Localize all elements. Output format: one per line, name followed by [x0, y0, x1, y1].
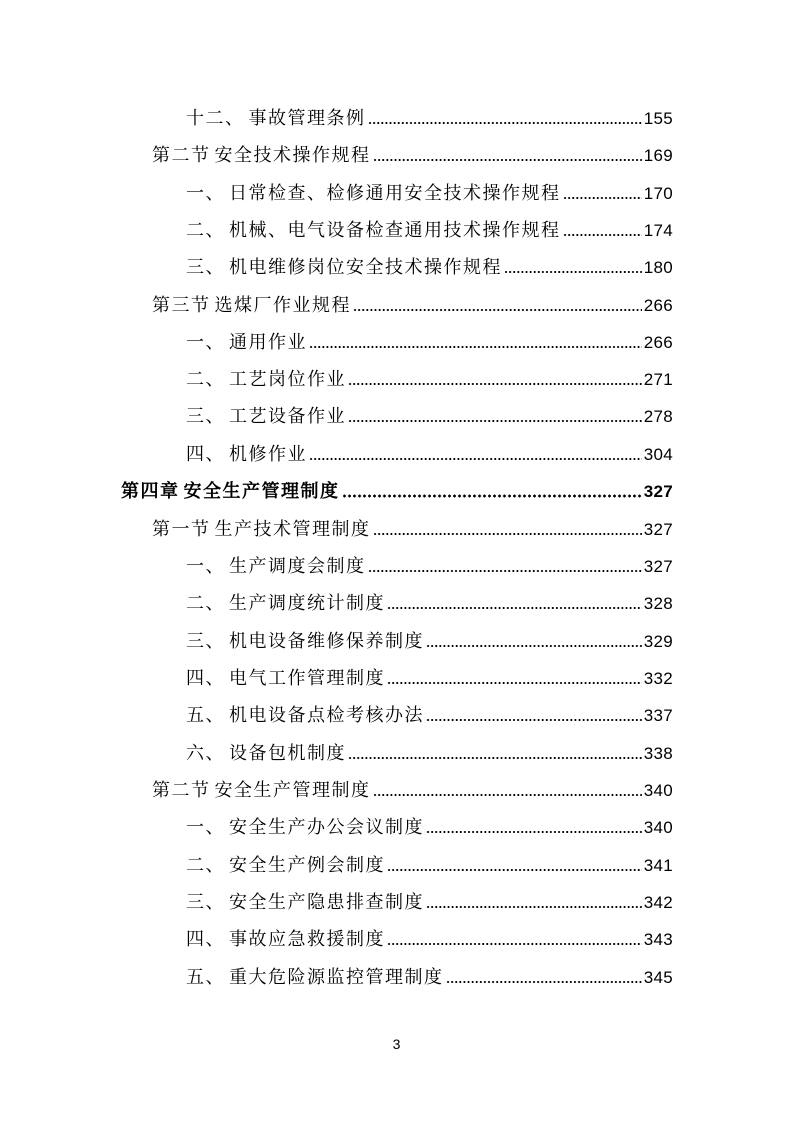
toc-entry-label: 事故管理条例: [248, 108, 366, 129]
toc-leader-dots: [563, 196, 642, 200]
toc-entry-title: [186, 665, 385, 693]
toc-entry[interactable]: [186, 665, 673, 693]
toc-entry-label: 电气工作管理制度: [229, 668, 385, 689]
toc-entry-number: 第三节: [152, 295, 211, 316]
toc-entry-number: 五、: [186, 705, 225, 726]
toc-entry[interactable]: [186, 180, 673, 208]
toc-leader-dots: [373, 532, 642, 536]
toc-entry-label: 机电设备维修保养制度: [229, 631, 424, 652]
toc-entry[interactable]: [186, 964, 673, 992]
toc-leader-dots: [387, 868, 642, 872]
toc-page-number: 338: [643, 744, 673, 763]
toc-page-number: 340: [643, 818, 673, 837]
toc-leader-dots: [348, 419, 642, 423]
toc-leader-dots: [342, 494, 642, 498]
toc-entry-label: 日常检查、检修通用安全技术操作规程: [229, 183, 561, 204]
toc-entry-number: 四、: [186, 444, 225, 465]
toc-entry-number: 二、: [186, 855, 225, 876]
toc-entry-title: [186, 329, 307, 357]
toc-entry-label: 通用作业: [229, 332, 307, 353]
toc-leader-dots: [446, 980, 642, 984]
toc-leader-dots: [309, 457, 642, 461]
toc-entry-label: 安全生产例会制度: [229, 855, 385, 876]
toc-entry-number: 四、: [186, 929, 225, 950]
toc-page-number: 340: [643, 781, 673, 800]
toc-page-number: 266: [643, 296, 673, 315]
toc-entry-label: 安全生产隐患排查制度: [229, 892, 424, 913]
toc-entry-label: 安全技术操作规程: [214, 145, 371, 166]
toc-page-number: 328: [643, 594, 673, 613]
toc-page-number: 170: [643, 184, 673, 203]
toc-entry-title: [186, 740, 346, 768]
toc-entry[interactable]: [152, 516, 673, 544]
toc-entry-title: [186, 366, 346, 394]
toc-entry-number: 十二、: [186, 108, 245, 129]
toc-entry-number: 二、: [186, 369, 225, 390]
toc-entry-title: [186, 889, 424, 917]
toc-page-number: 271: [643, 370, 673, 389]
toc-leader-dots: [426, 830, 642, 834]
toc-leader-dots: [387, 942, 642, 946]
toc-leader-dots: [387, 681, 642, 685]
toc-entry-number: 五、: [186, 967, 225, 988]
toc-page-number: 278: [643, 407, 673, 426]
toc-entry-number: 一、: [186, 183, 225, 204]
toc-entry-number: 第二节: [152, 780, 211, 801]
toc-leader-dots: [426, 718, 642, 722]
toc-entry-label: 工艺设备作业: [229, 406, 346, 427]
toc-entry[interactable]: [186, 217, 673, 245]
toc-entry[interactable]: [152, 777, 673, 805]
toc-entry-number: 三、: [186, 257, 225, 278]
toc-entry-title: [186, 590, 385, 618]
toc-entry-label: 安全生产管理制度: [183, 481, 340, 502]
toc-entry[interactable]: [186, 553, 673, 581]
page-number: 3: [392, 1036, 401, 1052]
toc-entry-number: 第四章: [121, 481, 180, 502]
toc-entry-title: [152, 516, 371, 544]
toc-entry-title: [186, 441, 307, 469]
toc-leader-dots: [353, 308, 642, 312]
toc-entry[interactable]: [152, 142, 673, 170]
toc-leader-dots: [373, 793, 642, 797]
toc-page-number: 180: [643, 258, 673, 277]
toc-page-number: 343: [643, 930, 673, 949]
toc-entry[interactable]: [186, 590, 673, 618]
toc-page-number: 342: [643, 893, 673, 912]
toc-entry-label: 生产调度统计制度: [229, 593, 385, 614]
toc-page-number: 329: [643, 632, 673, 651]
toc-entry-title: [186, 403, 346, 431]
toc-leader-dots: [348, 382, 642, 386]
toc-entry-label: 选煤厂作业规程: [214, 295, 351, 316]
toc-entry-number: 一、: [186, 332, 225, 353]
toc-entry-title: [186, 105, 366, 133]
toc-entry-label: 机电维修岗位安全技术操作规程: [229, 257, 502, 278]
toc-entry-label: 重大危险源监控管理制度: [229, 967, 444, 988]
toc-entry-title: [121, 478, 340, 506]
toc-entry-number: 二、: [186, 220, 225, 241]
toc-leader-dots: [426, 644, 642, 648]
toc-entry[interactable]: [186, 254, 673, 282]
toc-entry[interactable]: [186, 403, 673, 431]
toc-leader-dots: [373, 158, 642, 162]
toc-entry-number: 第一节: [152, 519, 211, 540]
toc-entry-label: 生产技术管理制度: [214, 519, 371, 540]
toc-page-number: 345: [643, 968, 673, 987]
toc-entry-number: 第二节: [152, 145, 211, 166]
toc-chapter-entry[interactable]: [121, 478, 673, 506]
toc-leader-dots: [309, 345, 642, 349]
toc-entry-number: 一、: [186, 817, 225, 838]
toc-entry[interactable]: [186, 628, 673, 656]
toc-entry-title: [186, 702, 424, 730]
toc-entry-number: 三、: [186, 631, 225, 652]
toc-entry[interactable]: [186, 889, 673, 917]
toc-entry-label: 机电设备点检考核办法: [229, 705, 424, 726]
toc-entry-title: [186, 628, 424, 656]
toc-entry[interactable]: [186, 366, 673, 394]
toc-entry-title: [186, 254, 502, 282]
toc-entry[interactable]: [186, 105, 673, 133]
toc-leader-dots: [426, 905, 642, 909]
toc-leader-dots: [368, 569, 642, 573]
toc-entry-title: [152, 292, 351, 320]
toc-entry-label: 生产调度会制度: [229, 556, 366, 577]
toc-page-number: 155: [643, 109, 673, 128]
toc-entry-label: 设备包机制度: [229, 743, 346, 764]
toc-leader-dots: [387, 606, 642, 610]
toc-entry-title: [152, 142, 371, 170]
toc-entry[interactable]: [186, 926, 673, 954]
toc-entry-label: 工艺岗位作业: [229, 369, 346, 390]
toc-entry-title: [186, 926, 385, 954]
toc-page-number: 341: [643, 856, 673, 875]
toc-entry-label: 安全生产管理制度: [214, 780, 371, 801]
toc-page-number: 327: [643, 557, 673, 576]
toc-page-number: 174: [643, 221, 673, 240]
toc-entry-title: [186, 553, 366, 581]
toc-leader-dots: [563, 233, 642, 237]
toc-entry-title: [186, 964, 444, 992]
toc-page-number: 337: [643, 706, 673, 725]
toc-entry-title: [152, 777, 371, 805]
toc-entry-number: 二、: [186, 593, 225, 614]
toc-page-number: 169: [643, 146, 673, 165]
toc-page-number: 332: [643, 669, 673, 688]
toc-entry[interactable]: [186, 740, 673, 768]
toc-entry-number: 四、: [186, 668, 225, 689]
toc-entry-label: 机械、电气设备检查通用技术操作规程: [229, 220, 561, 241]
toc-entry-number: 三、: [186, 406, 225, 427]
toc-entry[interactable]: [186, 852, 673, 880]
toc-entry[interactable]: [152, 292, 673, 320]
toc-page-number: 327: [643, 520, 673, 539]
toc-entry-label: 安全生产办公会议制度: [229, 817, 424, 838]
toc-entry-title: [186, 180, 561, 208]
toc-entry[interactable]: [186, 329, 673, 357]
toc-page-number: 266: [643, 333, 673, 352]
toc-entry[interactable]: [186, 814, 673, 842]
toc-entry[interactable]: [186, 702, 673, 730]
toc-leader-dots: [368, 121, 642, 125]
toc-entry-number: 六、: [186, 743, 225, 764]
toc-page-number: 327: [643, 482, 673, 501]
toc-entry[interactable]: [186, 441, 673, 469]
toc-entry-label: 机修作业: [229, 444, 307, 465]
toc-entry-title: [186, 814, 424, 842]
toc-entry-title: [186, 217, 561, 245]
toc-entry-title: [186, 852, 385, 880]
toc-entry-number: 三、: [186, 892, 225, 913]
toc-page-number: 304: [643, 445, 673, 464]
toc-leader-dots: [348, 756, 642, 760]
toc-leader-dots: [504, 270, 642, 274]
toc-entry-label: 事故应急救援制度: [229, 929, 385, 950]
toc-entry-number: 一、: [186, 556, 225, 577]
